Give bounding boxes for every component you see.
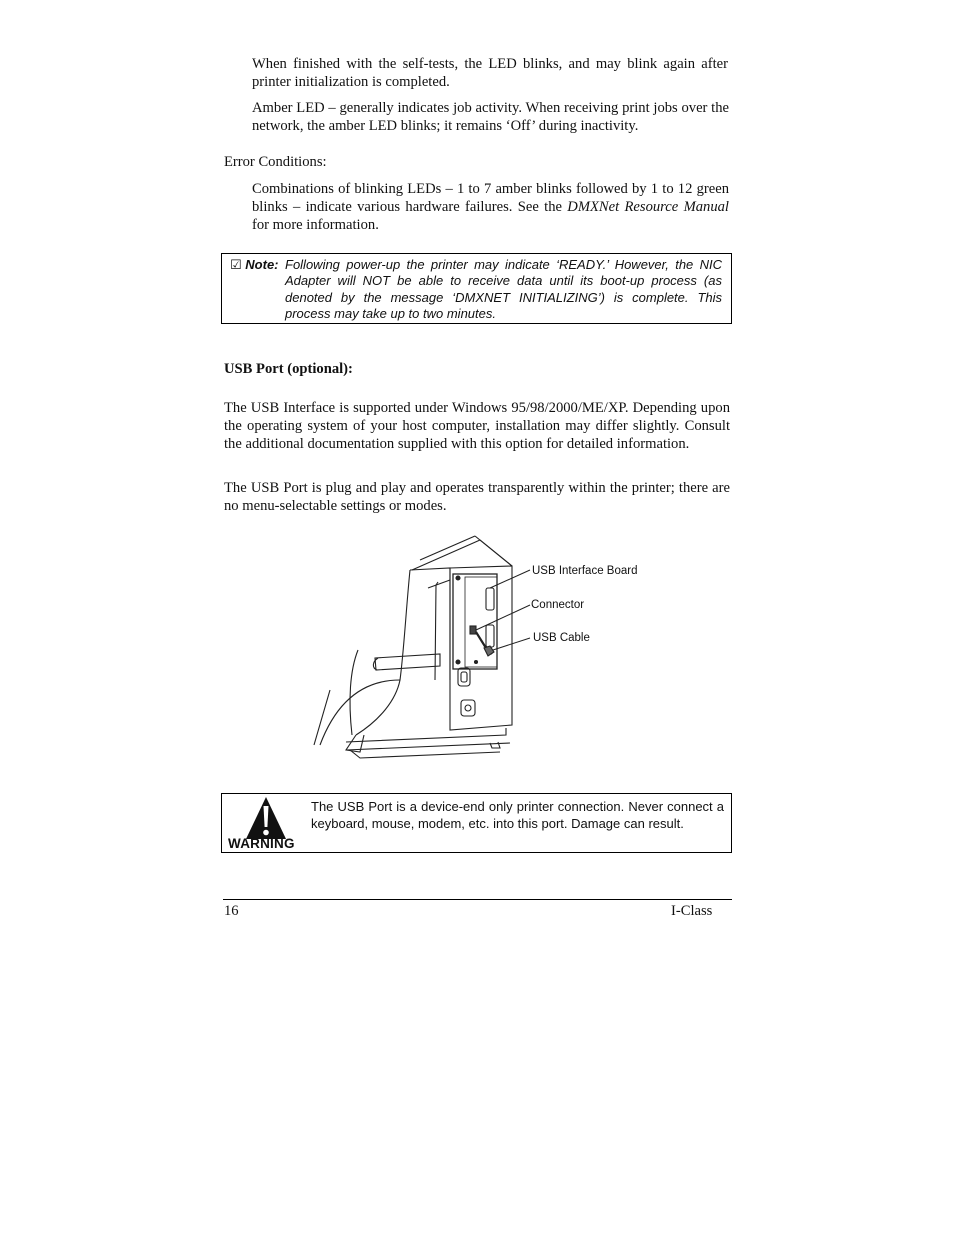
warning-text: The USB Port is a device-end only printer connection. Never connect a keyboard, mouse, modem, etc. into this port. Damage can result.	[311, 799, 724, 831]
paragraph-amber-led: Amber LED – generally indicates job activity. When receiving print jobs over the network, the amber LED blinks; it remains ‘Off’ during inactivity.	[252, 100, 729, 134]
checkbox-icon: ☑	[230, 257, 242, 272]
error-text-start: Combinations of blinking LEDs – 1 to 7 amber blinks followed by 1 to 12 green blinks – indicate various hardware failures. See the	[252, 181, 729, 215]
note-label: Note:	[245, 257, 279, 272]
error-text-end: for more information.	[252, 217, 379, 233]
callout-usb-interface-board: USB Interface Board	[532, 565, 638, 577]
footer-product-name: I-Class	[671, 903, 713, 919]
note-label-wrap	[230, 257, 279, 273]
paragraph-error-combinations	[252, 180, 729, 234]
callout-usb-cable: USB Cable	[533, 632, 590, 644]
footer-rule	[223, 899, 732, 900]
warning-triangle-icon	[245, 796, 287, 840]
paragraph-usb-support: The USB Interface is supported under Windows 95/98/2000/ME/XP. Depending upon the operating system of your host computer, installation may differ slightly. Consult the additional documentation supplied with this option for detailed information.	[224, 400, 730, 452]
warning-label: WARNING	[228, 836, 295, 851]
note-box	[221, 253, 732, 324]
paragraph-self-tests: When finished with the self-tests, the LED blinks, and may blink again after printer initialization is completed.	[252, 56, 728, 90]
note-text: Following power-up the printer may indicate ‘READY.’ However, the NIC Adapter will NOT be able to receive data until its boot-up process (as denoted by the message ‘DMXNET INITIALIZING’) is complete. This process may take up to two minutes.	[285, 257, 722, 321]
callout-connector: Connector	[531, 599, 585, 611]
manual-reference: DMXNet Resource Manual	[567, 199, 729, 215]
usb-port-heading: USB Port (optional):	[224, 361, 353, 377]
error-conditions-heading: Error Conditions:	[224, 154, 327, 170]
paragraph-usb-plug-play: The USB Port is plug and play and operates transparently within the printer; there are no menu-selectable settings or modes.	[224, 480, 730, 514]
warning-box	[221, 793, 732, 853]
page-number: 16	[224, 903, 239, 919]
